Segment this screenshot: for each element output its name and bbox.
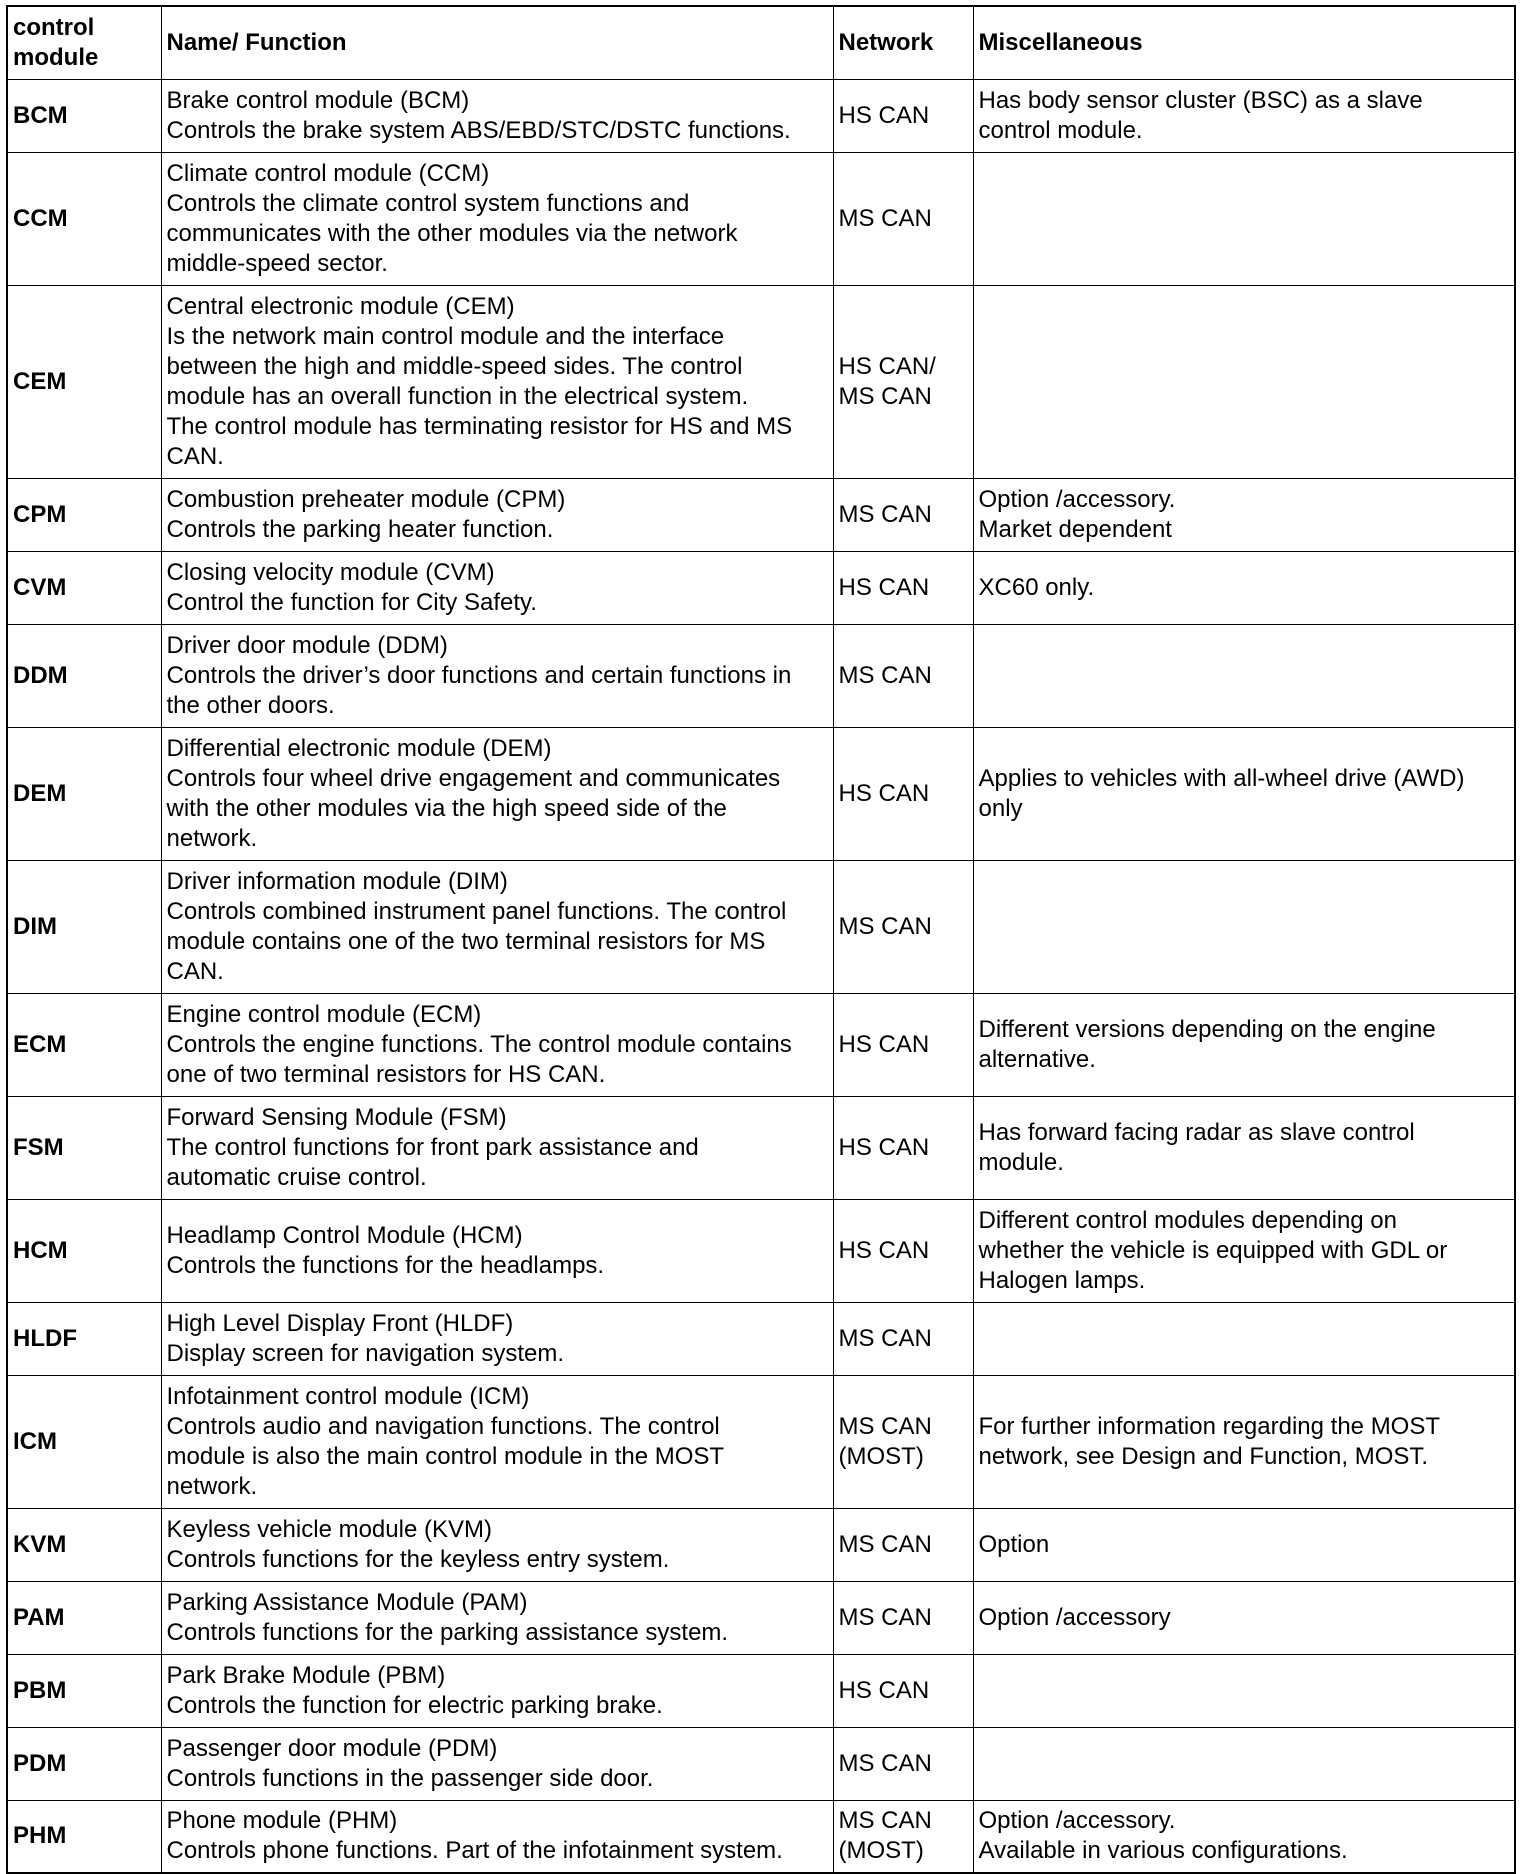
table-row bbox=[7, 152, 1515, 285]
module-code-cell bbox=[7, 993, 161, 1096]
module-code-cell-text: DEM bbox=[13, 779, 67, 807]
network-cell bbox=[833, 727, 973, 860]
name-function-cell-text: Combustion preheater module (CPM) Controls the parking heater function. bbox=[166, 485, 566, 543]
module-code-cell bbox=[7, 1096, 161, 1199]
miscellaneous-cell bbox=[973, 478, 1515, 551]
module-code-cell bbox=[7, 1727, 161, 1800]
network-cell bbox=[833, 551, 973, 624]
name-function-cell-text: Differential electronic module (DEM) Controls four wheel drive engagement and communicates with the other modules via the high speed side of the network. bbox=[166, 734, 781, 852]
name-function-cell bbox=[161, 624, 833, 727]
network-cell-text: HS CAN bbox=[838, 573, 930, 601]
network-cell-text: MS CAN bbox=[838, 1530, 932, 1558]
miscellaneous-cell-text: Different control modules depending on whether the vehicle is equipped with GDL or Halogen lamps. bbox=[978, 1206, 1448, 1294]
module-code-cell bbox=[7, 727, 161, 860]
network-cell-text: HS CAN bbox=[838, 1030, 930, 1058]
table-row bbox=[7, 478, 1515, 551]
miscellaneous-cell bbox=[973, 285, 1515, 478]
module-code-cell-text: CVM bbox=[13, 573, 67, 601]
network-cell bbox=[833, 1581, 973, 1654]
module-code-cell bbox=[7, 624, 161, 727]
module-code-cell-text: CEM bbox=[13, 367, 67, 395]
name-function-cell-text: Brake control module (BCM) Controls the brake system ABS/EBD/STC/DSTC functions. bbox=[166, 86, 791, 144]
network-cell-text: MS CAN (MOST) bbox=[838, 1807, 932, 1865]
header-row bbox=[7, 6, 1515, 79]
module-code-cell-text: HLDF bbox=[13, 1324, 77, 1352]
module-code-cell bbox=[7, 1199, 161, 1302]
miscellaneous-cell bbox=[973, 79, 1515, 152]
network-cell-text: HS CAN bbox=[838, 101, 930, 129]
miscellaneous-cell bbox=[973, 1581, 1515, 1654]
miscellaneous-cell bbox=[973, 1654, 1515, 1727]
table-row bbox=[7, 993, 1515, 1096]
miscellaneous-cell-text: Option /accessory bbox=[978, 1603, 1171, 1631]
network-cell-text: HS CAN bbox=[838, 1236, 930, 1264]
miscellaneous-cell bbox=[973, 1302, 1515, 1375]
module-code-cell-text: PHM bbox=[13, 1822, 67, 1850]
module-code-cell-text: PBM bbox=[13, 1676, 67, 1704]
module-code-cell-text: HCM bbox=[13, 1236, 68, 1264]
network-cell bbox=[833, 1800, 973, 1873]
module-code-cell bbox=[7, 860, 161, 993]
network-cell-text: MS CAN bbox=[838, 912, 932, 940]
table-row bbox=[7, 79, 1515, 152]
network-cell bbox=[833, 285, 973, 478]
name-function-cell-text: High Level Display Front (HLDF) Display screen for navigation system. bbox=[166, 1309, 564, 1367]
name-function-cell bbox=[161, 1800, 833, 1873]
header-name-function: Name/ Function bbox=[161, 6, 833, 79]
table-row bbox=[7, 860, 1515, 993]
name-function-cell-text: Engine control module (ECM) Controls the engine functions. The control module contains one of two terminal resistors for HS CAN. bbox=[166, 1000, 792, 1088]
table-row bbox=[7, 285, 1515, 478]
network-cell bbox=[833, 1199, 973, 1302]
module-code-cell bbox=[7, 1375, 161, 1508]
name-function-cell-text: Parking Assistance Module (PAM) Controls functions for the parking assistance system. bbox=[166, 1588, 729, 1646]
name-function-cell-text: Climate control module (CCM) Controls the climate control system functions and communicates with the other modules via the network middle-speed sector. bbox=[166, 159, 738, 277]
table-row bbox=[7, 1375, 1515, 1508]
name-function-cell bbox=[161, 1508, 833, 1581]
miscellaneous-cell bbox=[973, 551, 1515, 624]
module-code-cell-text: DIM bbox=[13, 912, 57, 940]
table-row bbox=[7, 624, 1515, 727]
name-function-cell-text: Forward Sensing Module (FSM) The control functions for front park assistance and automatic cruise control. bbox=[166, 1103, 699, 1191]
table-row bbox=[7, 551, 1515, 624]
table-row bbox=[7, 727, 1515, 860]
module-code-cell bbox=[7, 1800, 161, 1873]
miscellaneous-cell bbox=[973, 993, 1515, 1096]
miscellaneous-cell bbox=[973, 1508, 1515, 1581]
table-row bbox=[7, 1508, 1515, 1581]
network-cell bbox=[833, 860, 973, 993]
name-function-cell bbox=[161, 478, 833, 551]
module-code-cell bbox=[7, 285, 161, 478]
table-row bbox=[7, 1727, 1515, 1800]
name-function-cell-text: Keyless vehicle module (KVM) Controls functions for the keyless entry system. bbox=[166, 1515, 670, 1573]
network-cell bbox=[833, 478, 973, 551]
module-code-cell bbox=[7, 1654, 161, 1727]
name-function-cell bbox=[161, 1727, 833, 1800]
miscellaneous-cell-text: Different versions depending on the engine alternative. bbox=[978, 1015, 1436, 1073]
name-function-cell bbox=[161, 727, 833, 860]
name-function-cell bbox=[161, 993, 833, 1096]
network-cell bbox=[833, 1096, 973, 1199]
module-code-cell bbox=[7, 551, 161, 624]
miscellaneous-cell-text: Option bbox=[978, 1530, 1050, 1558]
module-code-cell-text: BCM bbox=[13, 101, 68, 129]
network-cell-text: MS CAN bbox=[838, 500, 932, 528]
network-cell bbox=[833, 152, 973, 285]
name-function-cell bbox=[161, 1375, 833, 1508]
miscellaneous-cell bbox=[973, 727, 1515, 860]
miscellaneous-cell-text: Has body sensor cluster (BSC) as a slave control module. bbox=[978, 86, 1423, 144]
module-code-cell-text: KVM bbox=[13, 1530, 67, 1558]
miscellaneous-cell bbox=[973, 1199, 1515, 1302]
module-code-cell bbox=[7, 79, 161, 152]
name-function-cell bbox=[161, 1581, 833, 1654]
name-function-cell bbox=[161, 1302, 833, 1375]
table-row bbox=[7, 1096, 1515, 1199]
table-row bbox=[7, 1800, 1515, 1873]
header-control-module: control module bbox=[7, 6, 161, 79]
table-body bbox=[7, 79, 1515, 1873]
control-module-table bbox=[6, 5, 1516, 1874]
name-function-cell-text: Passenger door module (PDM) Controls functions in the passenger side door. bbox=[166, 1734, 654, 1792]
module-code-cell bbox=[7, 1508, 161, 1581]
network-cell-text: MS CAN bbox=[838, 661, 932, 689]
network-cell-text: HS CAN/ MS CAN bbox=[838, 352, 936, 410]
name-function-cell bbox=[161, 152, 833, 285]
miscellaneous-cell-text: XC60 only. bbox=[978, 573, 1095, 601]
name-function-cell bbox=[161, 1199, 833, 1302]
name-function-cell bbox=[161, 551, 833, 624]
network-cell-text: MS CAN bbox=[838, 204, 932, 232]
name-function-cell-text: Central electronic module (CEM) Is the network main control module and the interface between the high and middle-speed sides. The control module has an overall function in the electrical system. The control module has terminating resistor for HS and MS CAN. bbox=[166, 292, 793, 470]
network-cell-text: HS CAN bbox=[838, 1133, 930, 1161]
module-code-cell bbox=[7, 478, 161, 551]
network-cell bbox=[833, 1654, 973, 1727]
module-code-cell-text: DDM bbox=[13, 661, 68, 689]
name-function-cell-text: Driver information module (DIM) Controls combined instrument panel functions. The control module contains one of the two terminal resistors for MS CAN. bbox=[166, 867, 787, 985]
miscellaneous-cell-text: For further information regarding the MOST network, see Design and Function, MOST. bbox=[978, 1412, 1441, 1470]
name-function-cell-text: Driver door module (DDM) Controls the driver’s door functions and certain functions in the other doors. bbox=[166, 631, 792, 719]
network-cell bbox=[833, 993, 973, 1096]
name-function-cell-text: Park Brake Module (PBM) Controls the function for electric parking brake. bbox=[166, 1661, 663, 1719]
header-network: Network bbox=[833, 6, 973, 79]
network-cell bbox=[833, 1508, 973, 1581]
name-function-cell-text: Closing velocity module (CVM) Control the function for City Safety. bbox=[166, 558, 537, 616]
network-cell-text: MS CAN bbox=[838, 1603, 932, 1631]
name-function-cell bbox=[161, 1654, 833, 1727]
table-row bbox=[7, 1581, 1515, 1654]
module-code-cell bbox=[7, 1581, 161, 1654]
table-row bbox=[7, 1199, 1515, 1302]
module-code-cell-text: ECM bbox=[13, 1030, 67, 1058]
network-cell bbox=[833, 1727, 973, 1800]
table-row bbox=[7, 1302, 1515, 1375]
network-cell-text: HS CAN bbox=[838, 779, 930, 807]
module-code-cell bbox=[7, 1302, 161, 1375]
miscellaneous-cell bbox=[973, 1800, 1515, 1873]
miscellaneous-cell bbox=[973, 1727, 1515, 1800]
miscellaneous-cell-text: Option /accessory. Available in various configurations. bbox=[978, 1807, 1348, 1865]
network-cell bbox=[833, 79, 973, 152]
module-code-cell-text: FSM bbox=[13, 1133, 64, 1161]
network-cell bbox=[833, 1375, 973, 1508]
miscellaneous-cell-text: Option /accessory. Market dependent bbox=[978, 485, 1176, 543]
name-function-cell bbox=[161, 1096, 833, 1199]
name-function-cell bbox=[161, 79, 833, 152]
network-cell bbox=[833, 1302, 973, 1375]
miscellaneous-cell bbox=[973, 1375, 1515, 1508]
module-code-cell-text: PDM bbox=[13, 1749, 67, 1777]
network-cell-text: HS CAN bbox=[838, 1676, 930, 1704]
network-cell bbox=[833, 624, 973, 727]
header-miscellaneous: Miscellaneous bbox=[973, 6, 1515, 79]
module-code-cell-text: ICM bbox=[13, 1427, 57, 1455]
module-code-cell-text: PAM bbox=[13, 1603, 65, 1631]
table-row bbox=[7, 1654, 1515, 1727]
network-cell-text: MS CAN bbox=[838, 1749, 932, 1777]
miscellaneous-cell bbox=[973, 1096, 1515, 1199]
miscellaneous-cell bbox=[973, 624, 1515, 727]
network-cell-text: MS CAN bbox=[838, 1324, 932, 1352]
miscellaneous-cell bbox=[973, 860, 1515, 993]
name-function-cell-text: Infotainment control module (ICM) Controls audio and navigation functions. The control module is also the main control module in the MOST network. bbox=[166, 1382, 725, 1500]
module-code-cell bbox=[7, 152, 161, 285]
miscellaneous-cell-text: Applies to vehicles with all-wheel drive (AWD) only bbox=[978, 764, 1465, 822]
name-function-cell bbox=[161, 285, 833, 478]
miscellaneous-cell-text: Has forward facing radar as slave control module. bbox=[978, 1118, 1415, 1176]
module-code-cell-text: CCM bbox=[13, 204, 68, 232]
module-code-cell-text: CPM bbox=[13, 500, 67, 528]
miscellaneous-cell bbox=[973, 152, 1515, 285]
network-cell-text: MS CAN (MOST) bbox=[838, 1412, 932, 1470]
name-function-cell-text: Headlamp Control Module (HCM) Controls the functions for the headlamps. bbox=[166, 1221, 605, 1279]
name-function-cell bbox=[161, 860, 833, 993]
name-function-cell-text: Phone module (PHM) Controls phone functions. Part of the infotainment system. bbox=[166, 1807, 783, 1865]
